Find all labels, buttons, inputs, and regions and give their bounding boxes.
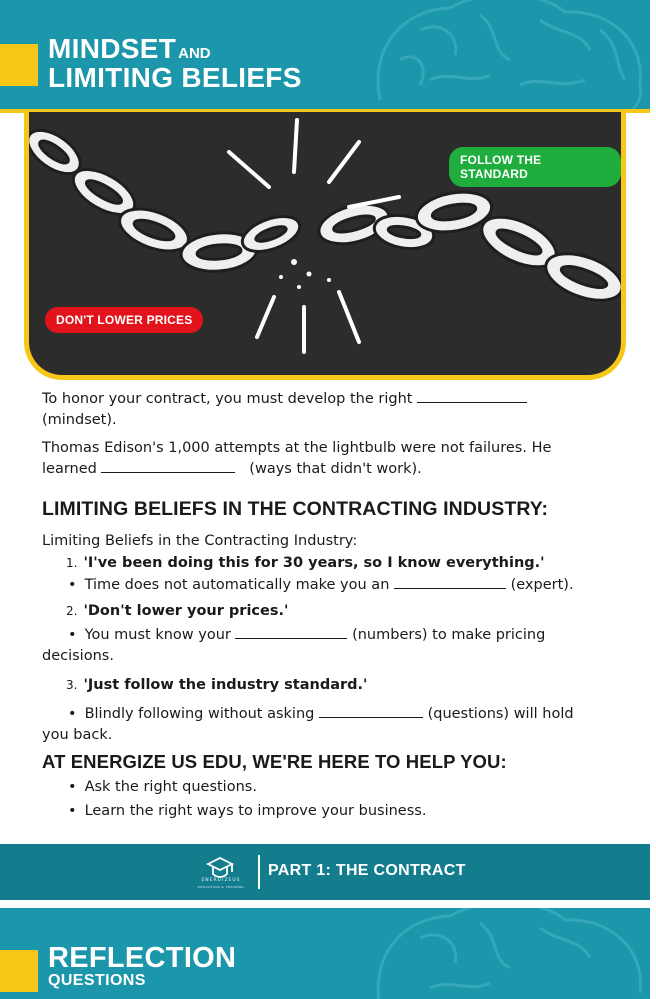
next-page-title: REFLECTION: [48, 942, 237, 974]
follow-standard-badge: FOLLOW THE STANDARD: [449, 147, 621, 187]
next-page-header: [0, 908, 650, 999]
page-title-and: AND: [178, 45, 211, 62]
logo-tagline: EDUCATION & TRAINING: [197, 885, 245, 889]
page-title-line2: LIMITING BELIEFS: [48, 62, 302, 93]
list-item: • Learn the right ways to improve your business.: [68, 803, 427, 819]
page-footer: [0, 844, 650, 900]
list-item: • Blindly following without asking (questions) will hold you back.: [42, 706, 574, 743]
list-item: • Ask the right questions.: [68, 779, 257, 795]
footer-divider: [258, 855, 260, 889]
fill-in-blank[interactable]: [319, 704, 423, 718]
page-title-line1: MINDSET AND: [48, 33, 211, 64]
list-item: 1. 'I've been doing this for 30 years, so I know everything.': [66, 555, 545, 571]
brain-watermark-icon: [360, 908, 650, 999]
intro-paragraph-2: Thomas Edison's 1,000 attempts at the lightbulb were not failures. He learned (ways that didn't work).: [42, 440, 552, 477]
page-header: [0, 0, 650, 113]
next-page-subtitle: QUESTIONS: [48, 972, 146, 989]
list-item: 2. 'Don't lower your prices.': [66, 603, 289, 619]
header-accent-block: [0, 44, 38, 86]
fill-in-blank[interactable]: [417, 389, 527, 403]
page-gap: [0, 900, 656, 908]
section-heading-energize: AT ENERGIZE US EDU, WE'RE HERE TO HELP YOU:: [42, 751, 507, 772]
dont-lower-prices-badge: DON'T LOWER PRICES: [45, 307, 203, 333]
section-heading-limiting-beliefs: LIMITING BELIEFS IN THE CONTRACTING INDUSTRY:: [42, 498, 549, 520]
header-accent-block: [0, 950, 38, 992]
intro-paragraph-1: To honor your contract, you must develop the right (mindset).: [42, 389, 622, 431]
list-item: 3. 'Just follow the industry standard.': [66, 677, 368, 693]
page-edge: [650, 0, 656, 999]
fill-in-blank[interactable]: [394, 575, 506, 589]
hero-broken-chain-image: [24, 112, 626, 380]
fill-in-blank[interactable]: [235, 625, 347, 639]
footer-part-label: PART 1: THE CONTRACT: [268, 862, 466, 879]
brain-watermark-icon: [360, 0, 650, 113]
list-item: • Time does not automatically make you an (expert).: [68, 577, 574, 593]
list-item: • You must know your (numbers) to make pricing decisions.: [42, 627, 546, 664]
fill-in-blank[interactable]: [101, 459, 235, 473]
section-subheading: Limiting Beliefs in the Contracting Industry:: [42, 533, 358, 549]
logo-name: ENERGIZEUS: [201, 878, 241, 883]
